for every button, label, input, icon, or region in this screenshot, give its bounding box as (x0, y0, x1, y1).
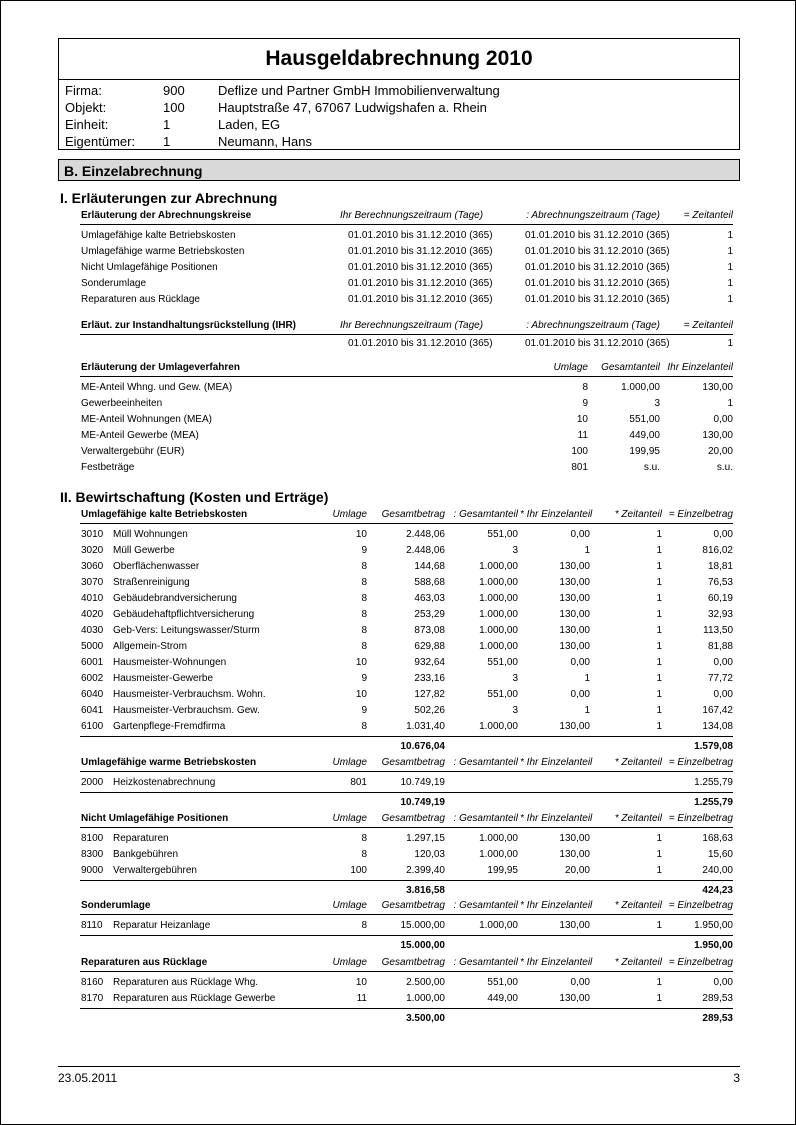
row-nr: 8100 (81, 833, 104, 844)
col-header: Gesamtbetrag (381, 757, 445, 768)
row-gesamt: 1.000,00 (479, 577, 518, 588)
col-header: * Ihr Einzelanteil (520, 757, 593, 768)
verfahren-gesamt: 3 (654, 398, 660, 409)
kreise-name: Umlagefähige warme Betriebskosten (81, 246, 245, 257)
kreise-title: Erläuterung der Abrechnungskreise (81, 210, 252, 221)
row-einzel: 0,00 (570, 657, 590, 668)
section-title: B. Einzelabrechnung (64, 163, 203, 179)
part1-heading: I. Erläuterungen zur Abrechnung (60, 190, 278, 206)
row-ergebnis: 1.950,00 (694, 920, 733, 931)
row-betrag: 144,68 (414, 561, 445, 572)
row-nr: 6040 (81, 689, 104, 700)
row-ergebnis: 77,72 (707, 673, 733, 684)
row-umlage: 10 (355, 977, 367, 988)
sum-ergebnis: 1.255,79 (694, 797, 733, 808)
row-betrag: 2.500,00 (406, 977, 445, 988)
row-name: Reparaturen aus Rücklage Gewerbe (113, 993, 276, 1004)
row-zeit: 1 (656, 657, 662, 668)
kreise-ihr: 01.01.2010 bis 31.12.2010 (365) (348, 262, 493, 273)
row-umlage: 8 (361, 833, 367, 844)
row-einzel: 0,00 (570, 529, 590, 540)
row-name: Müll Wohnungen (113, 529, 188, 540)
row-ergebnis: 81,88 (707, 641, 733, 652)
row-betrag: 233,16 (414, 673, 445, 684)
row-betrag: 127,82 (414, 689, 445, 700)
row-ergebnis: 18,81 (707, 561, 733, 572)
row-name: Allgemein-Strom (113, 641, 187, 652)
row-ergebnis: 0,00 (713, 529, 733, 540)
row-name: Geb-Vers: Leitungswasser/Sturm (113, 625, 260, 636)
row-name: Hausmeister-Verbrauchsm. Gew. (113, 705, 260, 716)
kreise-anteil: 1 (727, 246, 733, 257)
row-nr: 2000 (81, 777, 104, 788)
row-einzel: 0,00 (570, 689, 590, 700)
row-gesamt: 1.000,00 (479, 833, 518, 844)
row-umlage: 8 (361, 721, 367, 732)
verfahren-einzel: 20,00 (707, 446, 733, 457)
page-title: Hausgeldabrechnung 2010 (265, 47, 533, 70)
row-umlage: 10 (355, 689, 367, 700)
kreise-ihr: 01.01.2010 bis 31.12.2010 (365) (348, 246, 493, 257)
row-einzel: 130,00 (559, 920, 590, 931)
col-header: Umlage (553, 362, 588, 373)
row-nr: 8160 (81, 977, 104, 988)
ihr-title: Erläut. zur Instandhaltungsrückstellung (IHR) (81, 320, 297, 331)
row-gesamt: 551,00 (487, 977, 518, 988)
row-betrag: 2.448,06 (406, 545, 445, 556)
row-gesamt: 1.000,00 (479, 593, 518, 604)
header-label: Einheit: (65, 117, 109, 132)
col-header: = Einzelbetrag (668, 509, 733, 520)
row-ergebnis: 113,50 (703, 625, 733, 636)
sum-betrag: 15.000,00 (400, 940, 445, 951)
row-name: Reparaturen aus Rücklage Whg. (113, 977, 259, 988)
row-umlage: 8 (361, 593, 367, 604)
row-umlage: 9 (361, 673, 367, 684)
row-zeit: 1 (656, 689, 662, 700)
row-zeit: 1 (656, 641, 662, 652)
row-betrag: 1.297,15 (406, 833, 445, 844)
row-name: Gebäudebrandversicherung (113, 593, 237, 604)
row-gesamt: 551,00 (487, 689, 518, 700)
row-umlage: 9 (361, 545, 367, 556)
header-box (58, 38, 740, 150)
row-umlage: 100 (350, 865, 367, 876)
row-nr: 6041 (81, 705, 104, 716)
col-header: = Einzelbetrag (668, 757, 733, 768)
row-gesamt: 1.000,00 (479, 625, 518, 636)
row-betrag: 120,03 (414, 849, 445, 860)
kreise-name: Reparaturen aus Rücklage (81, 294, 200, 305)
footer-date: 23.05.2011 (58, 1071, 118, 1085)
row-einzel: 130,00 (559, 625, 590, 636)
row-gesamt: 1.000,00 (479, 609, 518, 620)
col-header: Umlage (332, 509, 367, 520)
verfahren-rule (80, 376, 733, 377)
ihr-abr: 01.01.2010 bis 31.12.2010 (365) (525, 338, 670, 349)
header-code: 900 (163, 83, 185, 98)
row-ergebnis: 816,02 (702, 545, 733, 556)
kreise-abr: 01.01.2010 bis 31.12.2010 (365) (525, 294, 670, 305)
row-ergebnis: 167,42 (702, 705, 733, 716)
row-betrag: 2.399,40 (406, 865, 445, 876)
group-title: Sonderumlage (81, 900, 151, 911)
ihr-anteil: 1 (727, 338, 733, 349)
header-value: Hauptstraße 47, 67067 Ludwigshafen a. Rhein (218, 100, 487, 115)
row-ergebnis: 76,53 (707, 577, 733, 588)
row-ergebnis: 0,00 (713, 977, 733, 988)
row-zeit: 1 (656, 865, 662, 876)
row-ergebnis: 32,93 (707, 609, 733, 620)
group-header-rule (80, 523, 733, 524)
row-zeit: 1 (656, 993, 662, 1004)
group-header-rule (80, 827, 733, 828)
row-betrag: 932,64 (414, 657, 445, 668)
verfahren-einzel: 130,00 (702, 430, 733, 441)
row-name: Oberflächenwasser (113, 561, 200, 572)
row-gesamt: 3 (512, 673, 518, 684)
kreise-ihr: 01.01.2010 bis 31.12.2010 (365) (348, 230, 493, 241)
row-zeit: 1 (656, 545, 662, 556)
verfahren-name: ME-Anteil Wohnungen (MEA) (81, 414, 212, 425)
row-gesamt: 3 (512, 545, 518, 556)
row-zeit: 1 (656, 920, 662, 931)
sum-betrag: 3.500,00 (406, 1013, 445, 1024)
row-name: Müll Gewerbe (113, 545, 175, 556)
footer-page: 3 (733, 1071, 740, 1085)
row-einzel: 130,00 (559, 849, 590, 860)
kreise-rule (80, 224, 733, 225)
col-header: Ihr Berechnungszeitraum (Tage) (340, 320, 484, 331)
header-code: 100 (163, 100, 185, 115)
col-header: = Einzelbetrag (668, 957, 733, 968)
row-umlage: 8 (361, 641, 367, 652)
row-name: Hausmeister-Wohnungen (113, 657, 227, 668)
footer-divider (58, 1066, 740, 1067)
col-header: * Ihr Einzelanteil (520, 900, 593, 911)
row-einzel: 1 (584, 545, 590, 556)
row-name: Gebäudehaftpflichtversicherung (113, 609, 255, 620)
row-einzel: 130,00 (559, 641, 590, 652)
row-zeit: 1 (656, 577, 662, 588)
kreise-name: Nicht Umlagefähige Positionen (81, 262, 218, 273)
verfahren-name: ME-Anteil Whng. und Gew. (MEA) (81, 382, 233, 393)
verfahren-name: Festbeträge (81, 462, 135, 473)
row-einzel: 1 (584, 705, 590, 716)
row-nr: 3060 (81, 561, 104, 572)
row-einzel: 130,00 (559, 593, 590, 604)
row-nr: 8300 (81, 849, 104, 860)
row-gesamt: 551,00 (487, 657, 518, 668)
col-header: * Ihr Einzelanteil (520, 813, 593, 824)
row-nr: 6002 (81, 673, 104, 684)
verfahren-umlage: 8 (582, 382, 588, 393)
kreise-name: Sonderumlage (81, 278, 147, 289)
verfahren-umlage: 100 (571, 446, 588, 457)
verfahren-title: Erläuterung der Umlageverfahren (81, 362, 240, 373)
header-value: Neumann, Hans (218, 134, 312, 149)
group-title: Umlagefähige kalte Betriebskosten (81, 509, 248, 520)
row-zeit: 1 (656, 625, 662, 636)
row-zeit: 1 (656, 977, 662, 988)
header-label: Firma: (65, 83, 102, 98)
row-gesamt: 1.000,00 (479, 920, 518, 931)
col-header: Gesamtbetrag (381, 900, 445, 911)
verfahren-gesamt: s.u. (643, 462, 660, 473)
header-label: Objekt: (65, 100, 107, 115)
verfahren-umlage: 801 (571, 462, 588, 473)
row-umlage: 8 (361, 577, 367, 588)
row-einzel: 130,00 (559, 577, 590, 588)
row-ergebnis: 60,19 (707, 593, 733, 604)
row-nr: 3070 (81, 577, 104, 588)
row-gesamt: 199,95 (487, 865, 518, 876)
row-gesamt: 1.000,00 (479, 849, 518, 860)
col-header: Gesamtanteil (601, 362, 660, 373)
row-zeit: 1 (656, 561, 662, 572)
row-gesamt: 3 (512, 705, 518, 716)
row-einzel: 1 (584, 673, 590, 684)
header-value: Laden, EG (218, 117, 281, 132)
verfahren-einzel: 1 (727, 398, 733, 409)
sum-ergebnis: 289,53 (702, 1013, 733, 1024)
group-sum-rule (80, 736, 733, 737)
row-zeit: 1 (656, 673, 662, 684)
row-name: Reparatur Heizanlage (113, 920, 211, 931)
row-betrag: 629,88 (414, 641, 445, 652)
row-name: Bankgebühren (113, 849, 179, 860)
ihr-rule (80, 334, 733, 335)
verfahren-einzel: 0,00 (713, 414, 733, 425)
sum-betrag: 3.816,58 (406, 885, 445, 896)
row-zeit: 1 (656, 833, 662, 844)
row-ergebnis: 134,08 (702, 721, 733, 732)
kreise-anteil: 1 (727, 262, 733, 273)
row-betrag: 15.000,00 (400, 920, 445, 931)
row-betrag: 1.031,40 (406, 721, 445, 732)
group-sum-rule (80, 1008, 733, 1009)
kreise-abr: 01.01.2010 bis 31.12.2010 (365) (525, 246, 670, 257)
col-header: Ihr Einzelanteil (667, 362, 733, 373)
kreise-anteil: 1 (727, 278, 733, 289)
row-nr: 9000 (81, 865, 104, 876)
row-nr: 6100 (81, 721, 104, 732)
row-nr: 4030 (81, 625, 104, 636)
row-zeit: 1 (656, 529, 662, 540)
row-name: Heizkostenabrechnung (113, 777, 216, 788)
col-header: : Gesamtanteil (453, 957, 518, 968)
header-code: 1 (163, 134, 171, 149)
verfahren-gesamt: 449,00 (629, 430, 660, 441)
col-header: = Einzelbetrag (668, 813, 733, 824)
group-sum-rule (80, 935, 733, 936)
col-header: : Abrechnungszeitraum (Tage) (526, 320, 660, 331)
verfahren-umlage: 10 (576, 414, 588, 425)
kreise-abr: 01.01.2010 bis 31.12.2010 (365) (525, 262, 670, 273)
row-umlage: 801 (350, 777, 367, 788)
row-ergebnis: 168,63 (702, 833, 733, 844)
row-betrag: 253,29 (414, 609, 445, 620)
group-title: Nicht Umlagefähige Positionen (81, 813, 229, 824)
col-header: : Abrechnungszeitraum (Tage) (526, 210, 660, 221)
row-einzel: 130,00 (559, 721, 590, 732)
row-nr: 6001 (81, 657, 104, 668)
row-gesamt: 449,00 (487, 993, 518, 1004)
col-header: Umlage (332, 900, 367, 911)
kreise-anteil: 1 (727, 230, 733, 241)
group-header-rule (80, 771, 733, 772)
col-header: Ihr Berechnungszeitraum (Tage) (340, 210, 484, 221)
row-zeit: 1 (656, 721, 662, 732)
col-header: = Zeitanteil (683, 320, 733, 331)
col-header: * Zeitanteil (614, 813, 662, 824)
row-umlage: 8 (361, 849, 367, 860)
row-nr: 3010 (81, 529, 104, 540)
row-nr: 5000 (81, 641, 104, 652)
ihr-ihr: 01.01.2010 bis 31.12.2010 (365) (348, 338, 493, 349)
row-nr: 8110 (81, 920, 103, 931)
col-header: = Zeitanteil (683, 210, 733, 221)
title-divider (59, 79, 739, 80)
group-sum-rule (80, 880, 733, 881)
row-ergebnis: 240,00 (702, 865, 733, 876)
sum-ergebnis: 1.579,08 (694, 741, 733, 752)
row-umlage: 8 (361, 625, 367, 636)
header-code: 1 (163, 117, 171, 132)
col-header: : Gesamtanteil (453, 757, 518, 768)
row-name: Hausmeister-Gewerbe (113, 673, 214, 684)
verfahren-einzel: 130,00 (702, 382, 733, 393)
row-nr: 4010 (81, 593, 104, 604)
row-name: Hausmeister-Verbrauchsm. Wohn. (113, 689, 266, 700)
kreise-name: Umlagefähige kalte Betriebskosten (81, 230, 236, 241)
group-header-rule (80, 914, 733, 915)
verfahren-name: ME-Anteil Gewerbe (MEA) (81, 430, 199, 441)
row-betrag: 502,26 (414, 705, 445, 716)
row-ergebnis: 1.255,79 (694, 777, 733, 788)
row-gesamt: 1.000,00 (479, 561, 518, 572)
row-umlage: 10 (355, 529, 367, 540)
col-header: * Zeitanteil (614, 757, 662, 768)
row-nr: 8170 (81, 993, 104, 1004)
kreise-abr: 01.01.2010 bis 31.12.2010 (365) (525, 230, 670, 241)
col-header: : Gesamtanteil (453, 813, 518, 824)
row-einzel: 130,00 (559, 561, 590, 572)
row-ergebnis: 0,00 (713, 689, 733, 700)
verfahren-umlage: 11 (577, 430, 588, 441)
col-header: Gesamtbetrag (381, 813, 445, 824)
row-betrag: 2.448,06 (406, 529, 445, 540)
row-umlage: 11 (356, 993, 367, 1004)
col-header: Gesamtbetrag (381, 509, 445, 520)
verfahren-gesamt: 199,95 (629, 446, 660, 457)
sum-betrag: 10.749,19 (400, 797, 445, 808)
row-betrag: 463,03 (414, 593, 445, 604)
sum-ergebnis: 1.950,00 (694, 940, 733, 951)
verfahren-umlage: 9 (582, 398, 588, 409)
row-betrag: 10.749,19 (400, 777, 445, 788)
row-umlage: 8 (361, 609, 367, 620)
col-header: Gesamtbetrag (381, 957, 445, 968)
row-einzel: 130,00 (559, 833, 590, 844)
header-label: Eigentümer: (65, 134, 136, 149)
sum-betrag: 10.676,04 (400, 741, 445, 752)
row-nr: 3020 (81, 545, 104, 556)
row-name: Gartenpflege-Fremdfirma (113, 721, 226, 732)
col-header: : Gesamtanteil (453, 900, 518, 911)
row-gesamt: 1.000,00 (479, 641, 518, 652)
row-ergebnis: 15,60 (707, 849, 733, 860)
col-header: * Ihr Einzelanteil (520, 957, 593, 968)
row-zeit: 1 (656, 849, 662, 860)
row-ergebnis: 0,00 (713, 657, 733, 668)
sum-ergebnis: 424,23 (702, 885, 733, 896)
kreise-ihr: 01.01.2010 bis 31.12.2010 (365) (348, 294, 493, 305)
group-header-rule (80, 971, 733, 972)
row-umlage: 10 (355, 657, 367, 668)
col-header: Umlage (332, 757, 367, 768)
verfahren-name: Gewerbeeinheiten (81, 398, 163, 409)
row-umlage: 8 (361, 561, 367, 572)
row-betrag: 1.000,00 (406, 993, 445, 1004)
row-zeit: 1 (656, 609, 662, 620)
section-bar (58, 159, 740, 181)
kreise-abr: 01.01.2010 bis 31.12.2010 (365) (525, 278, 670, 289)
col-header: Umlage (332, 957, 367, 968)
verfahren-gesamt: 1.000,00 (621, 382, 660, 393)
col-header: = Einzelbetrag (668, 900, 733, 911)
col-header: : Gesamtanteil (453, 509, 518, 520)
group-title: Umlagefähige warme Betriebskosten (81, 757, 257, 768)
col-header: * Ihr Einzelanteil (520, 509, 593, 520)
kreise-ihr: 01.01.2010 bis 31.12.2010 (365) (348, 278, 493, 289)
row-nr: 4020 (81, 609, 104, 620)
row-einzel: 0,00 (570, 977, 590, 988)
row-name: Reparaturen (113, 833, 169, 844)
header-value: Deflize und Partner GmbH Immobilienverwaltung (218, 83, 500, 98)
verfahren-name: Verwaltergebühr (EUR) (81, 446, 185, 457)
row-zeit: 1 (656, 705, 662, 716)
col-header: * Zeitanteil (614, 509, 662, 520)
group-title: Reparaturen aus Rücklage (81, 957, 208, 968)
row-zeit: 1 (656, 593, 662, 604)
kreise-anteil: 1 (727, 294, 733, 305)
row-betrag: 588,68 (414, 577, 445, 588)
row-umlage: 8 (361, 920, 367, 931)
row-ergebnis: 289,53 (702, 993, 733, 1004)
row-name: Straßenreinigung (113, 577, 190, 588)
row-gesamt: 551,00 (487, 529, 518, 540)
row-umlage: 9 (361, 705, 367, 716)
group-sum-rule (80, 792, 733, 793)
row-einzel: 130,00 (559, 993, 590, 1004)
row-name: Verwaltergebühren (113, 865, 197, 876)
part2-heading: II. Bewirtschaftung (Kosten und Erträge) (60, 489, 329, 505)
verfahren-gesamt: 551,00 (629, 414, 660, 425)
verfahren-einzel: s.u. (716, 462, 733, 473)
col-header: * Zeitanteil (614, 957, 662, 968)
col-header: * Zeitanteil (614, 900, 662, 911)
row-betrag: 873,08 (414, 625, 445, 636)
row-einzel: 130,00 (559, 609, 590, 620)
col-header: Umlage (332, 813, 367, 824)
row-einzel: 20,00 (564, 865, 590, 876)
row-gesamt: 1.000,00 (479, 721, 518, 732)
